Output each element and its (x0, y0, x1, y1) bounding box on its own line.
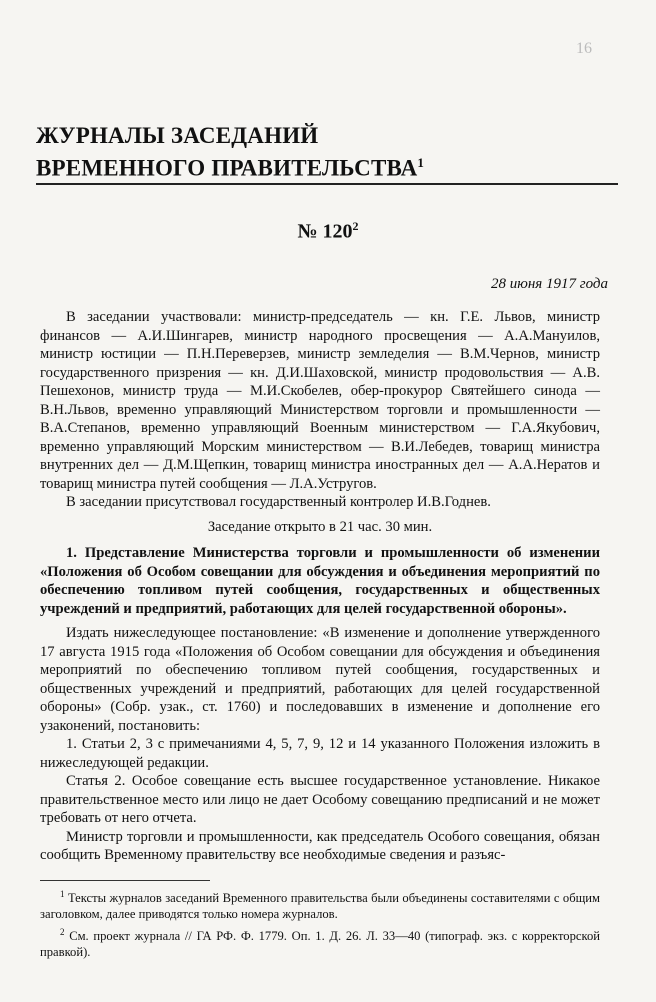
heading-underline (36, 183, 618, 185)
document-number-footnote-ref[interactable]: 2 (352, 219, 359, 233)
article-2-paragraph: Статья 2. Особое совещание есть высшее государственное установление. Никакое правительственное место или лицо не дает Особому совещанию предписаний и не может требовать от него отчета. (40, 773, 600, 826)
footnote-1-text: Тексты журналов заседаний Временного правительства были объединены составителями с общим заголовком, далее приводятся только номера журналов. (40, 891, 601, 922)
document-number-text: № 120 (297, 220, 353, 243)
footnotes (40, 886, 600, 962)
journal-body (40, 308, 600, 865)
footnote-2-text: См. проект журнала // ГА РФ. Ф. 1779. Оп. 1. Д. 26. Л. 33—40 (типограф. экз. с корректорской правкой). (40, 929, 600, 960)
heading-footnote-ref[interactable]: 1 (417, 155, 425, 170)
participants-paragraph: В заседании участвовали: министр-председатель — кн. Г.Е. Львов, министр финансов — А.И.Шингарев, министр народного просвещения — А.А.Мануилов, министр юстиции — П.Н.Переверзев, министр земледелия — В.М.Чернов, министр государственного призрения — кн. Д.И.Шаховской, министр продовольствия — А.В. Пешехонов, министр труда — М.И.Скобелев, обер-прокурор Святейшего синода — В.Н.Львов, временно управляющий Министерством торговли и промышленности — В.А.Степанов, временно управляющий Военным министерством — Г.А.Якубович, временно управляющий Морским министерством — В.И.Лебедев, товарищ министра внутренних дел — Д.М.Щепкин, товарищ министра иностранных дел — А.А.Нератов и товарищ министра путей сообщения — Л.А.Устругов. (40, 309, 600, 492)
footnote-1-number: 1 (60, 889, 65, 899)
footnote-1 (40, 886, 600, 922)
heading-line-2-text: ВРЕМЕННОГО ПРАВИТЕЛЬСТВА (36, 155, 418, 181)
footnote-2-number: 2 (60, 927, 65, 938)
meeting-date: 28 июня 1917 года (491, 276, 608, 292)
footnote-2 (40, 924, 600, 960)
heading-line-1: ЖУРНАЛЫ ЗАСЕДАНИЙ (36, 123, 319, 148)
page-number: 16 (576, 40, 592, 57)
minister-paragraph: Министр торговли и промышленности, как председатель Особого совещания, обязан сообщить Временному правительству все необходимые сведения и разъяс- (40, 828, 600, 863)
resolution-paragraph: Издать нижеследующее постановление: «В изменение и дополнение утвержденного 17 августа 1915 года «Положения об Особом совещании для обсуждения и объединения мероприятий по обеспечению топливом путей сообщения, государственных и общественных учреждений и предприятий, работающих для целей государственной обороны» (Собр. узак., ст. 1760) и последовавших в изменение и дополнение его узаконений, постановить: (40, 625, 600, 734)
heading-line-2 (36, 149, 616, 182)
agenda-item-1: 1. Представление Министерства торговли и промышленности об изменении «Положения об Особом совещании для обсуждения и объединения мероприятий по обеспечению топливом путей сообщения, государственных и общественных учреждений и предприятий, работающих для целей государственной обороны». (40, 545, 600, 617)
controller-paragraph: В заседании присутствовал государственный контролер И.В.Годнев. (66, 494, 491, 510)
footnote-divider (40, 880, 210, 881)
article-1-paragraph: 1. Статьи 2, 3 с примечаниями 4, 5, 7, 9, 12 и 14 указанного Положения изложить в нижеследующей редакции. (40, 736, 600, 771)
document-number (0, 219, 656, 244)
section-heading (36, 122, 616, 182)
session-opened: Заседание открыто в 21 час. 30 мин. (207, 518, 433, 535)
